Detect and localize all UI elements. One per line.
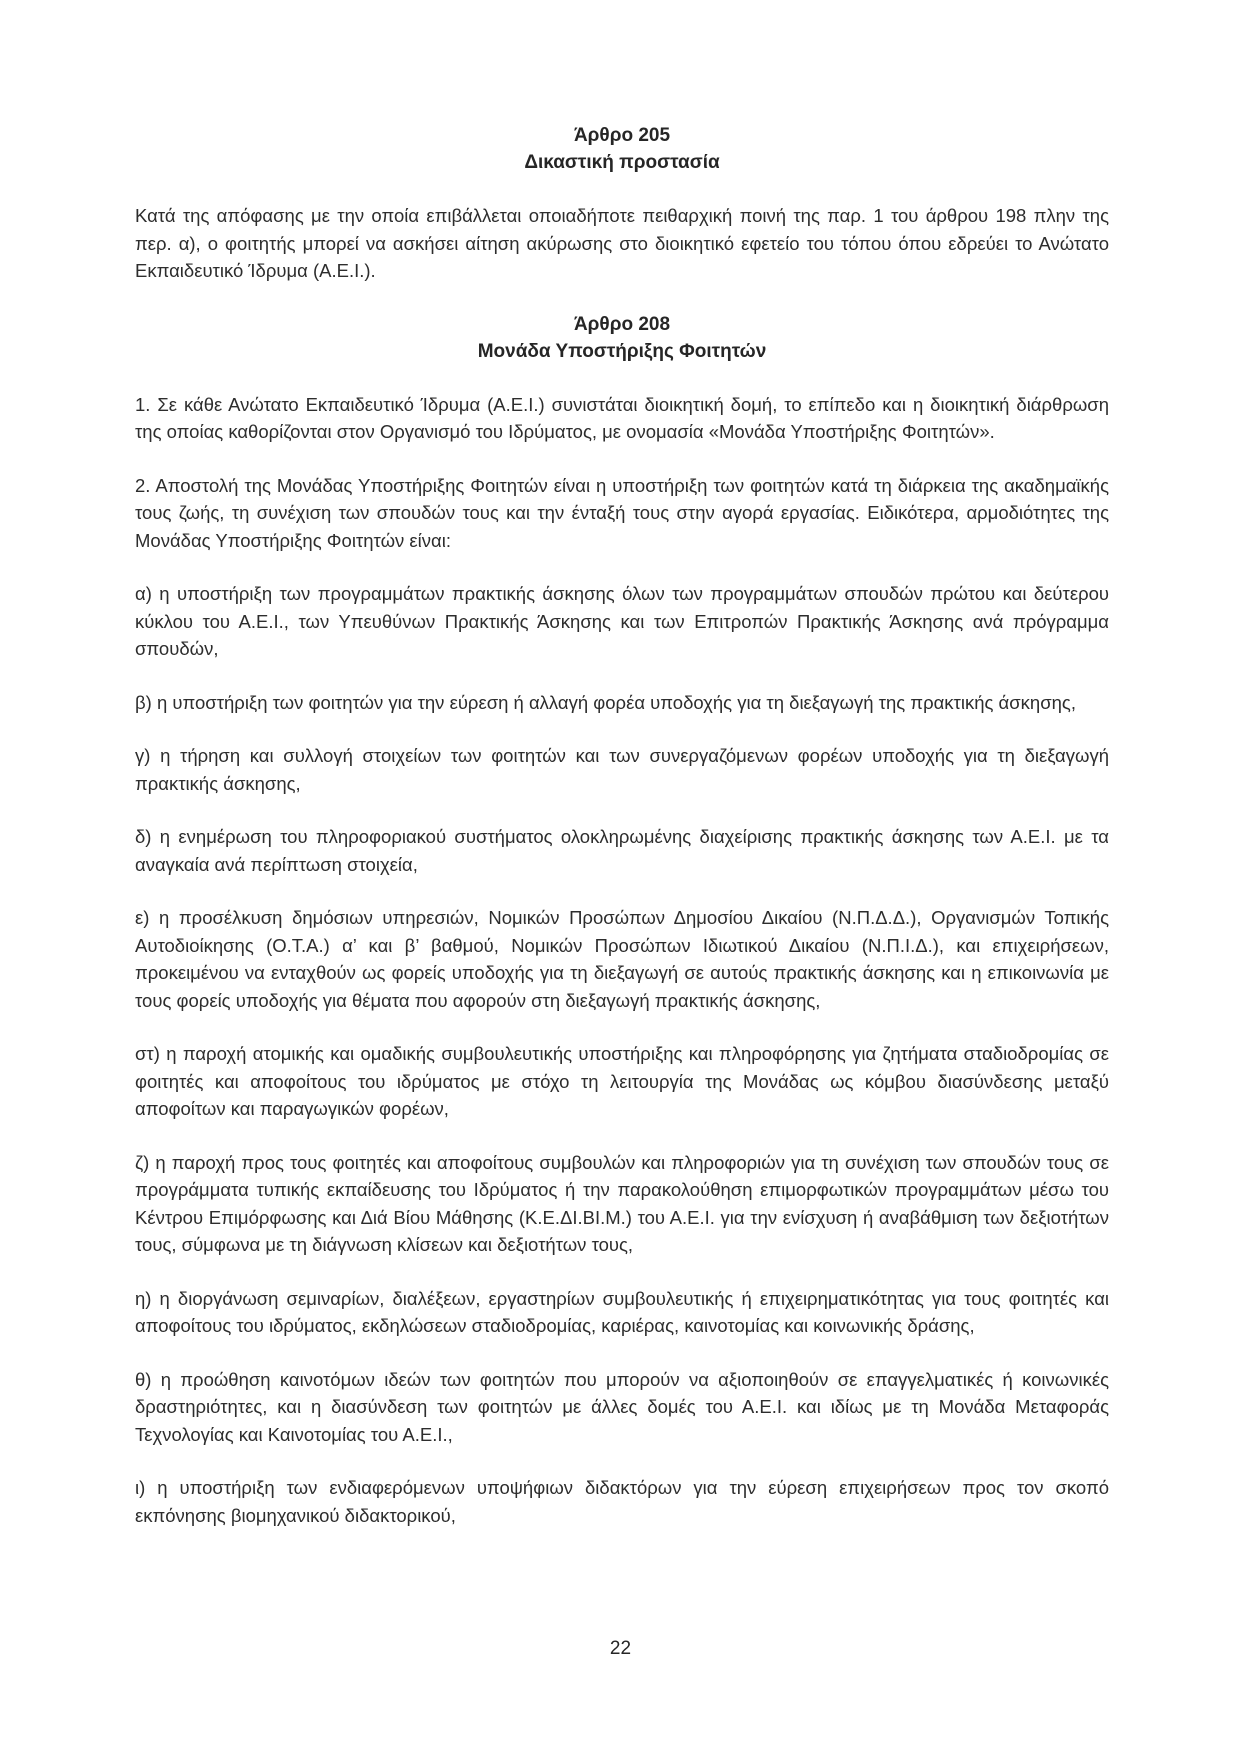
article-208-subtitle: Μονάδα Υποστήριξης Φοιτητών [477, 340, 767, 362]
article-205-subtitle: Δικαστική προστασία [524, 152, 720, 173]
article-208-title: Άρθρο 208 [573, 313, 671, 335]
article-208-item-st: στ) η παροχή ατομικής και ομαδικής συμβουλευτικής υποστήριξης και πληροφόρησης για ζητήματα σταδιοδρομίας σε φοιτητές και αποφοίτους του ιδρύματος με στόχο τη λειτουργία της Μονάδας ως κόμβου διασύνδεσης μεταξύ αποφοίτων και παραγωγικών φορέων, [135, 1043, 1109, 1119]
article-208-item-a: α) η υποστήριξη των προγραμμάτων πρακτικής άσκησης όλων των προγραμμάτων σπουδών πρώτου και δεύτερου κύκλου του Α.Ε.Ι., των Υπευθύνων Πρακτικής Άσκησης και των Επιτροπών Πρακτικής Άσκησης ανά πρόγραμμα σπουδών, [135, 583, 1109, 659]
article-208-item-z: ζ) η παροχή προς τους φοιτητές και αποφοίτους συμβουλών και πληροφοριών για τη συνέχιση των σπουδών τους σε προγράμματα τυπικής εκπαίδευσης του Ιδρύματος ή την παρακολούθηση επιμορφωτικών προγραμμάτων μέσω του Κέντρου Επιμόρφωσης και Διά Βίου Μάθησης (Κ.Ε.ΔΙ.ΒΙ.Μ.) του Α.Ε.Ι. για την ενίσχυση ή αναβάθμιση των δεξιοτήτων τους, σύμφωνα με τη διάγνωση κλίσεων και δεξιοτήτων τους, [135, 1151, 1109, 1255]
article-208-item-th: θ) η προώθηση καινοτόμων ιδεών των φοιτητών που μπορούν να αξιοποιηθούν σε επαγγελματικές ή κοινωνικές δραστηριότητες, και η διασύνδεση των φοιτητών με άλλες δομές του Α.Ε.Ι. και ιδίως με τη Μονάδα Μεταφοράς Τεχνολογίας και Καινοτομίας του Α.Ε.Ι., [135, 1368, 1109, 1445]
article-205-heading-block [135, 122, 1109, 176]
page-number: 22 [609, 1638, 632, 1659]
article-208-item-g: γ) η τήρηση και συλλογή στοιχείων των φοιτητών και των συνεργαζόμενων φορέων υποδοχής για τη διεξαγωγή πρακτικής άσκησης, [135, 745, 1109, 794]
article-208-paragraph-2: 2. Αποστολή της Μονάδας Υποστήριξης Φοιτητών είναι η υποστήριξη των φοιτητών κατά τη διάρκεια της ακαδημαϊκής τους ζωής, τη συνέχιση των σπουδών τους και την ένταξή τους στην αγορά εργασίας. Ειδικότερα, αρμοδιότητες της Μονάδας Υποστήριξης Φοιτητών είναι: [135, 474, 1109, 551]
article-208-item-e: ε) η προσέλκυση δημόσιων υπηρεσιών, Νομικών Προσώπων Δημοσίου Δικαίου (Ν.Π.Δ.Δ.), Οργανισμών Τοπικής Αυτοδιοίκησης (Ο.Τ.Α.) α’ και β’ βαθμού, Νομικών Προσώπων Ιδιωτικού Δικαίου (Ν.Π.Ι.Δ.), και επιχειρήσεων, προκειμένου να ενταχθούν ως φορείς υποδοχής για τη διεξαγωγή σε αυτούς πρακτικής άσκησης και η επικοινωνία με τους φορείς υποδοχής για θέματα που αφορούν στη διεξαγωγή πρακτικής άσκησης, [135, 907, 1109, 1011]
article-208-item-d: δ) η ενημέρωση του πληροφοριακού συστήματος ολοκληρωμένης διαχείρισης πρακτικής άσκησης των Α.Ε.Ι. με τα αναγκαία ανά περίπτωση στοιχεία, [135, 826, 1109, 875]
article-208-heading-block [135, 311, 1109, 365]
article-208 [135, 311, 1109, 1530]
article-208-item-i: ι) η υποστήριξη των ενδιαφερόμενων υποψήφιων διδακτόρων για την εύρεση επιχειρήσεων προς τον σκοπό εκπόνησης βιομηχανικού διδακτορικού, [135, 1477, 1109, 1526]
article-205-title: Άρθρο 205 [573, 125, 671, 146]
article-205 [135, 122, 1109, 285]
article-205-paragraph: Κατά της απόφασης με την οποία επιβάλλεται οποιαδήποτε πειθαρχική ποινή της παρ. 1 του άρθρου 198 πλην της περ. α), ο φοιτητής μπορεί να ασκήσει αίτηση ακύρωσης στο διοικητικό εφετείο του τόπου όπου εδρεύει το Ανώτατο Εκπαιδευτικό Ίδρυμα (Α.Ε.Ι.). [135, 205, 1109, 281]
article-208-item-h: η) η διοργάνωση σεμιναρίων, διαλέξεων, εργαστηρίων συμβουλευτικής ή επιχειρηματικότητας για τους φοιτητές και αποφοίτους του ιδρύματος, εκδηλώσεων σταδιοδρομίας, καριέρας, καινοτομίας και κοινωνικής δράσης, [135, 1287, 1109, 1336]
article-208-paragraph-1: 1. Σε κάθε Ανώτατο Εκπαιδευτικό Ίδρυμα (Α.Ε.Ι.) συνιστάται διοικητική δομή, το επίπεδο και η διοικητική διάρθρωση της οποίας καθορίζονται στον Οργανισμό του Ιδρύματος, με ονομασία «Μονάδα Υποστήριξης Φοιτητών». [135, 393, 1109, 442]
article-208-item-b: β) η υποστήριξη των φοιτητών για την εύρεση ή αλλαγή φορέα υποδοχής για τη διεξαγωγή της πρακτικής άσκησης, [135, 691, 1076, 713]
